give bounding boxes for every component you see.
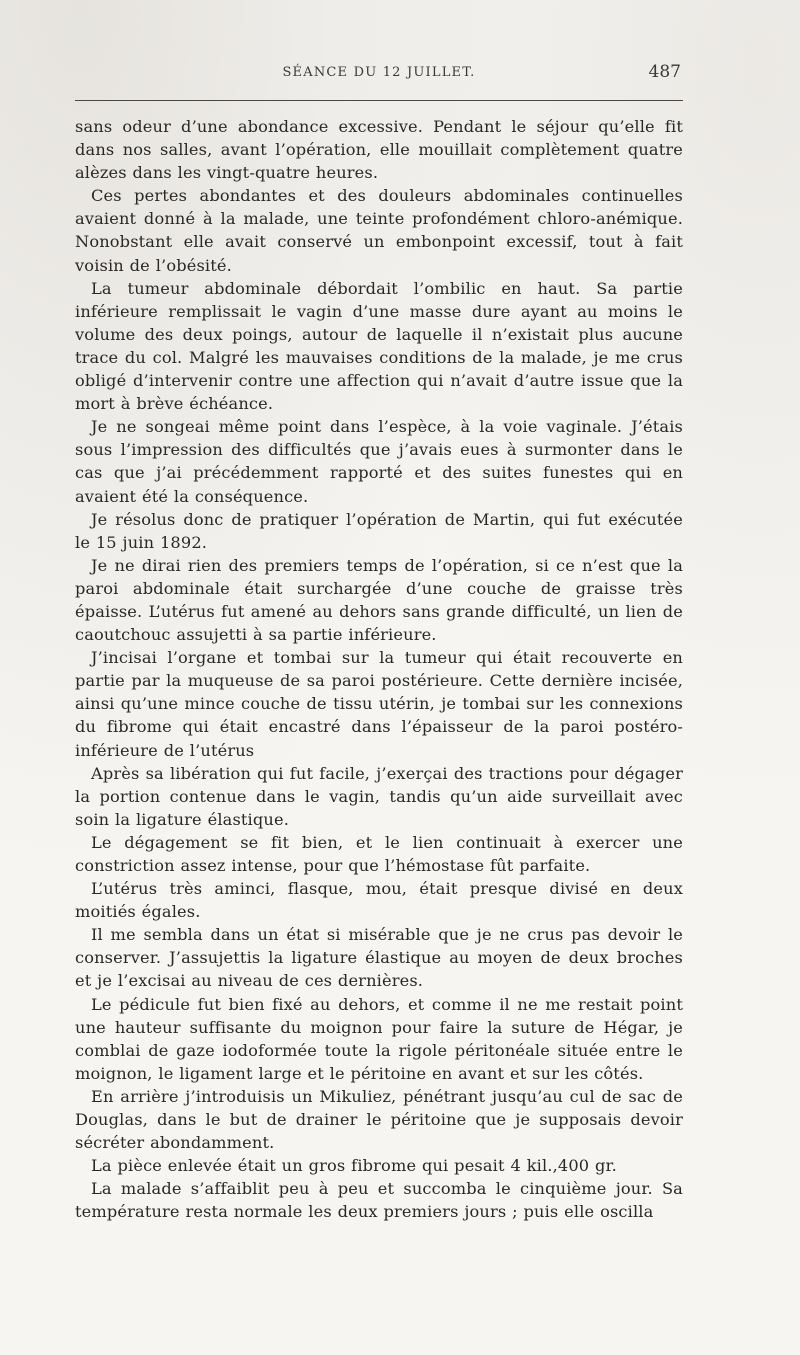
page-number: 487	[648, 62, 681, 82]
paragraph: Il me sembla dans un état si misérable que je ne crus pas devoir le conserver. J’assujettis la ligature élastique au moyen de deux broches et je l’excisai au niveau de ces dernières.	[75, 925, 683, 991]
paragraph: Le dégagement se fit bien, et le lien continuait à exercer une constriction assez intense, pour que l’hémostase fût parfaite.	[75, 832, 683, 875]
page-header	[75, 62, 683, 90]
paragraph: La malade s’affaiblit peu à peu et succomba le cinquième jour. Sa température resta normale les deux premiers jours ; puis elle oscilla	[75, 1179, 683, 1222]
paragraph: J’incisai l’organe et tombai sur la tumeur qui était recouverte en partie par la muqueuse de sa paroi postérieure. Cette dernière incisée, ainsi qu’une mince couche de tissu utérin, je tombai sur les connexions du fibrome qui était encastré dans l’épaisseur de la paroi postéro-inférieure de l’utérus	[75, 648, 683, 760]
paragraph: La tumeur abdominale débordait l’ombilic en haut. Sa partie inférieure remplissait le vagin d’une masse dure ayant au moins le volume des deux poings, autour de laquelle il n’existait plus aucune trace du col. Malgré les mauvaises conditions de la malade, je me crus obligé d’intervenir contre une affection qui n’avait d’autre issue que la mort à brève échéance.	[75, 278, 683, 414]
paragraph: La pièce enlevée était un gros fibrome qui pesait 4 kil.,400 gr.	[91, 1156, 617, 1176]
body-text	[75, 115, 683, 1224]
header-rule	[75, 100, 683, 101]
paragraph: Je ne dirai rien des premiers temps de l’opération, si ce n’est que la paroi abdominale était surchargée d’une couche de graisse très épaisse. L’utérus fut amené au dehors sans grande difficulté, un lien de caoutchouc assujetti à sa partie inférieure.	[75, 555, 683, 645]
paragraph: Ces pertes abondantes et des douleurs abdominales continuelles avaient donné à la malade, une teinte profondément chloro-anémique. Nonobstant elle avait conservé un embonpoint excessif, tout à fait voisin de l’obésité.	[75, 186, 683, 275]
paragraph: Le pédicule fut bien fixé au dehors, et comme il ne me restait point une hauteur suffisante du moignon pour faire la suture de Hégar, je comblai de gaze iodoformée toute la rigole péritonéale située entre le moignon, le ligament large et le péritoine en avant et sur les côtés.	[75, 994, 683, 1083]
paragraph: Je ne songeai même point dans l’espèce, à la voie vaginale. J’étais sous l’impression des difficultés que j’avais eues à surmonter dans le cas que j’ai précédemment rapporté et des suites funestes qui en avaient été la conséquence.	[75, 417, 683, 506]
paragraph: L’utérus très aminci, flasque, mou, était presque divisé en deux moitiés égales.	[75, 879, 683, 922]
paragraph: sans odeur d’une abondance excessive. Pendant le séjour qu’elle fit dans nos salles, avant l’opération, elle mouillait complètement quatre alèzes dans les vingt-quatre heures.	[75, 117, 683, 183]
paragraph: En arrière j’introduisis un Mikuliez, pénétrant jusqu’au cul de sac de Douglas, dans le but de drainer le péritoine que je supposais devoir sécréter abondamment.	[75, 1086, 683, 1153]
paragraph: Je résolus donc de pratiquer l’opération de Martin, qui fut exécutée le 15 juin 1892.	[75, 509, 683, 552]
paragraph: Après sa libération qui fut facile, j’exerçai des tractions pour dégager la portion contenue dans le vagin, tandis qu’un aide surveillait avec soin la ligature élastique.	[75, 763, 683, 829]
running-head: SÉANCE DU 12 JUILLET.	[282, 65, 476, 80]
